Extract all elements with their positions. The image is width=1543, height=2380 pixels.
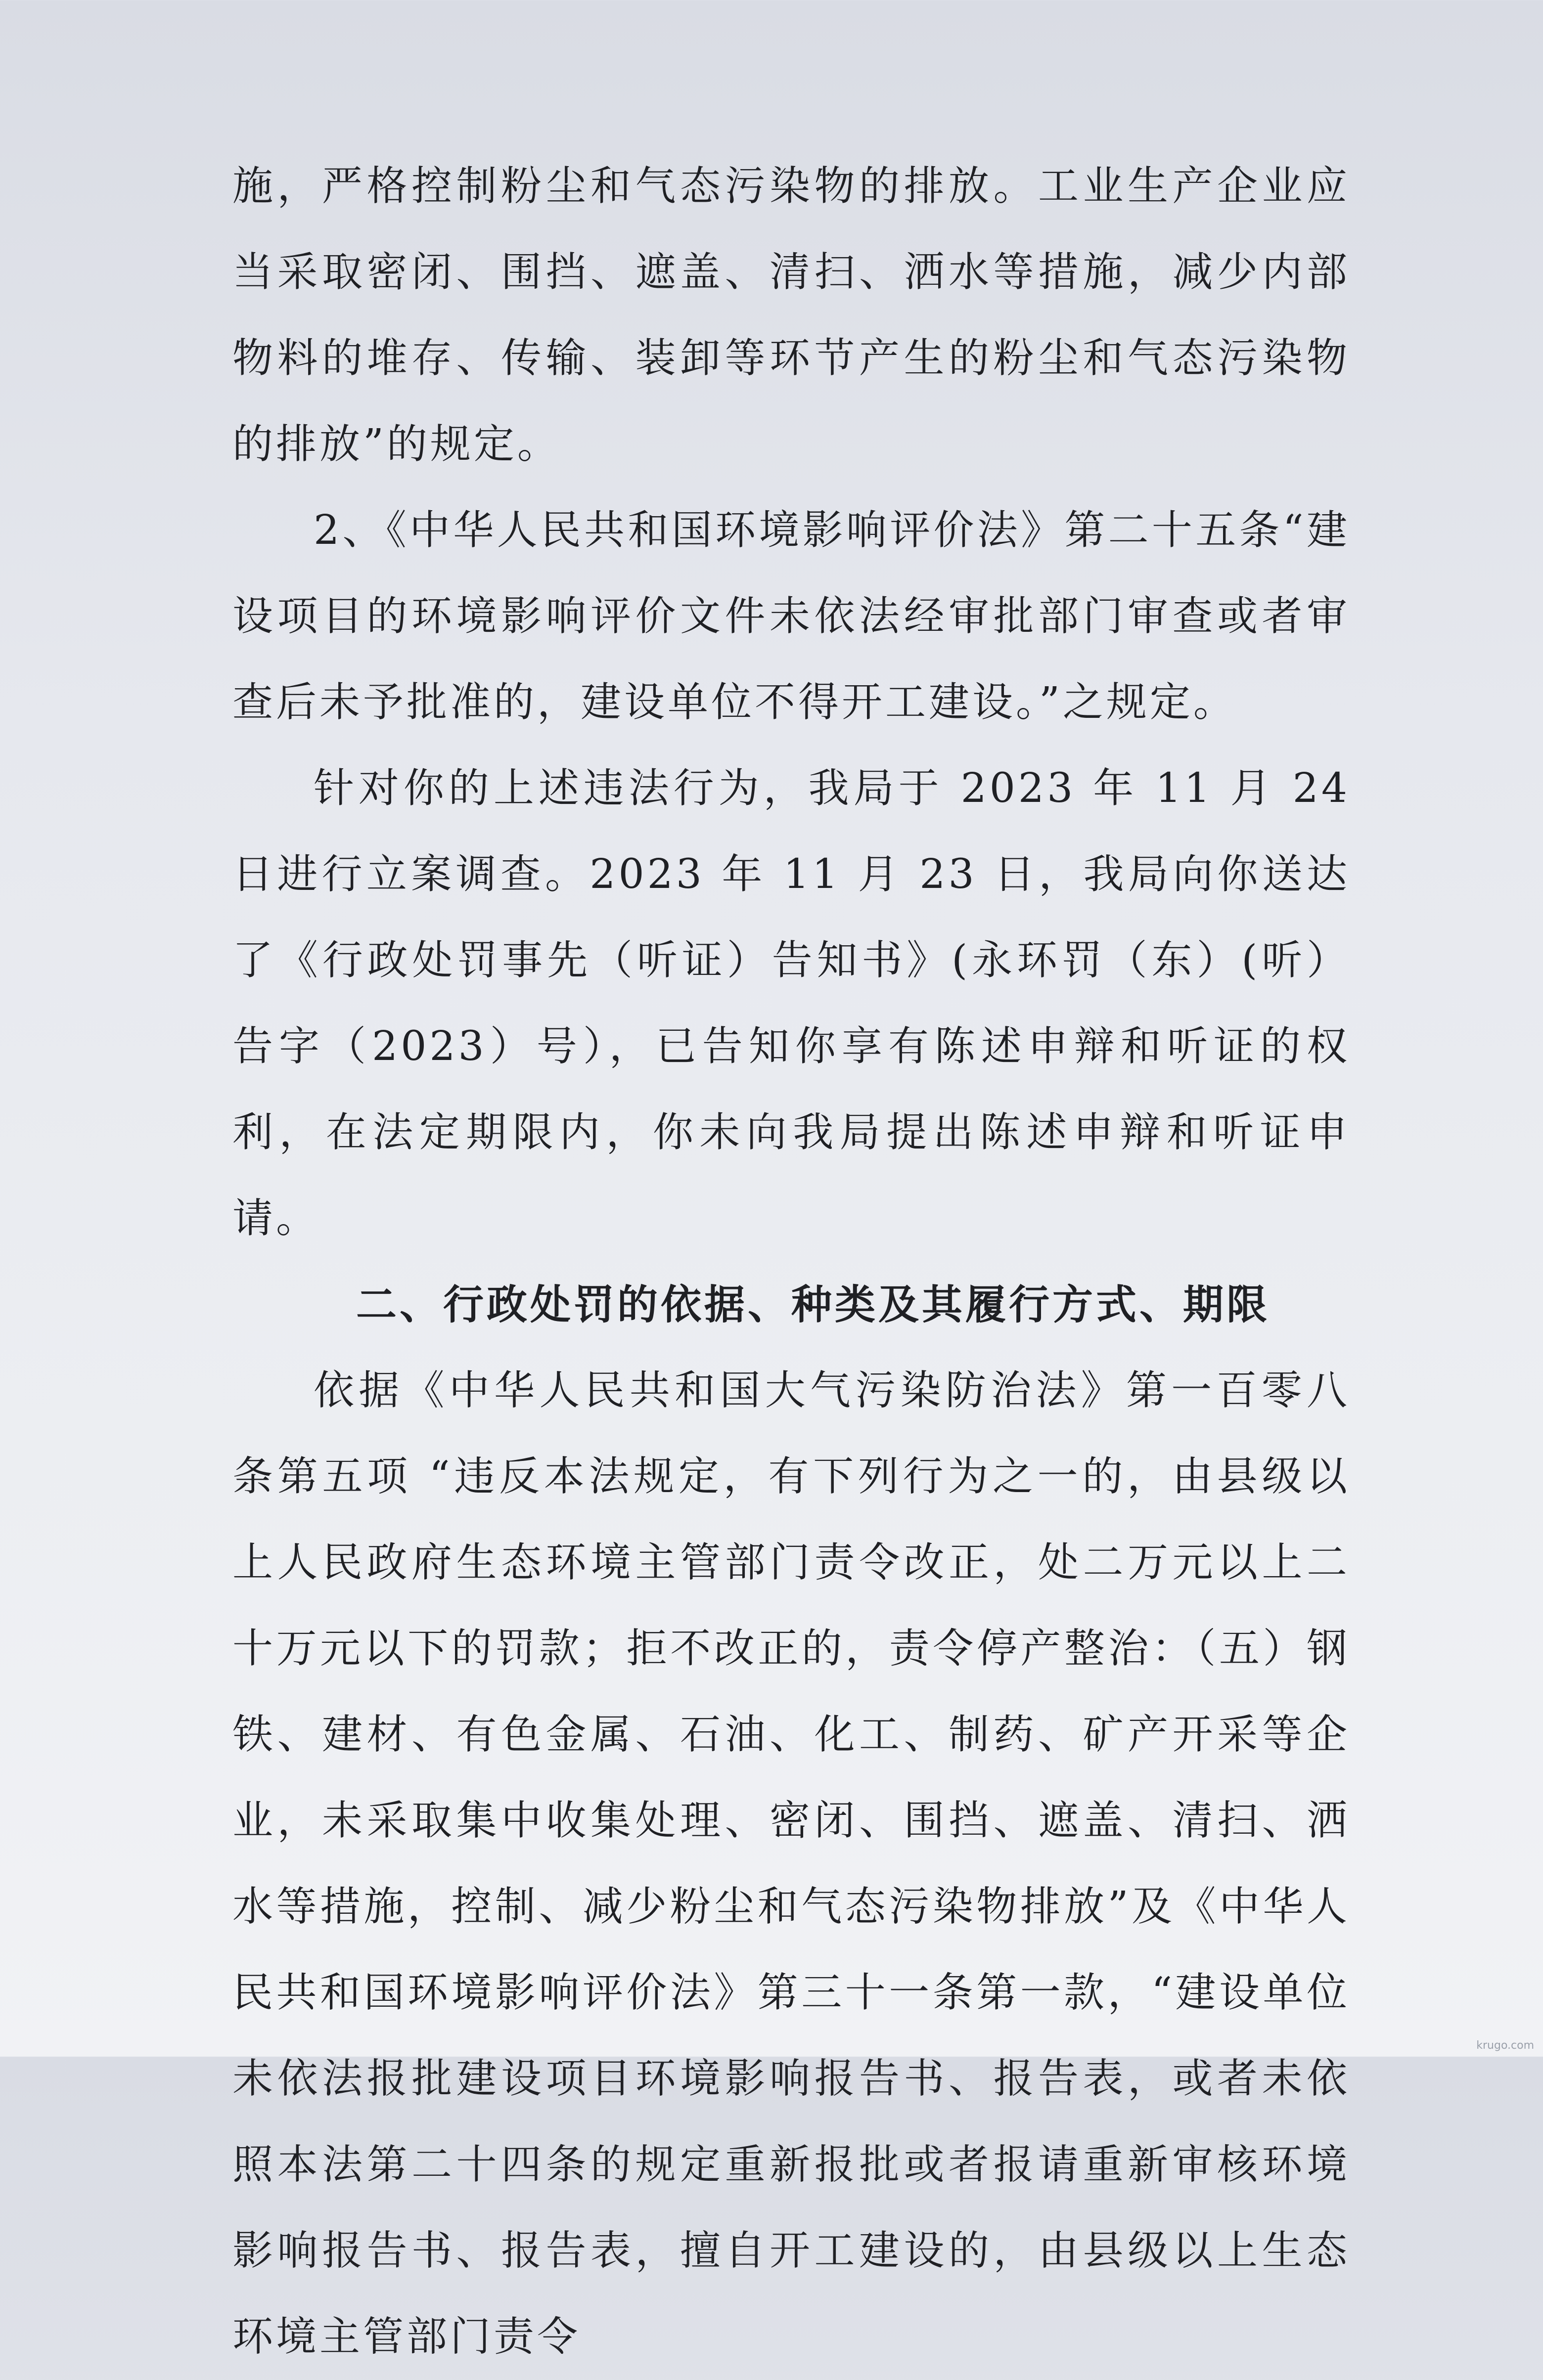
section-heading: 二、行政处罚的依据、种类及其履行方式、期限 <box>356 1281 1271 1328</box>
paragraph-investigation-notice: 针对你的上述违法行为，我局于 2023 年 11 月 24 日进行立案调查。2023 年 11 月 23 日，我局向你送达了《行政处罚事先（听证）告知书》(永环罚（东）(听）告字（2023）号），已告知你享有陈述申辩和听证的权利，在法定期限内，你未向我局提出陈述申辩和听证申请。 <box>232 765 1350 1242</box>
paragraph-law-article-25: 2、《中华人民共和国环境影响评价法》第二十五条“建设项目的环境影响评价文件未依法经审批部门审查或者审查后未予批准的，建设单位不得开工建设。”之规定。 <box>232 507 1350 726</box>
watermark-text: krugo.com <box>1476 2039 1534 2052</box>
paragraph-penalty-basis: 依据《中华人民共和国大气污染防治法》第一百零八条第五项 “违反本法规定，有下列行为之一的，由县级以上人民政府生态环境主管部门责令改正，处二万元以上二十万元以下的罚款；拒不改正的，责令停产整治：（五）钢铁、建材、有色金属、石油、化工、制药、矿产开采等企业，未采取集中收集处理、密闭、围挡、遮盖、清扫、洒水等措施，控制、减少粉尘和气态污染物排放”及《中华人民共和国环境影响评价法》第三十一条第一款，“建设单位未依法报批建设项目环境影响报告书、报告表，或者未依照本法第二十四条的规定重新报批或者报请重新审核环境影响报告书、报告表，擅自开工建设的，由县级以上生态环境主管部门责令 <box>232 1367 1350 2360</box>
document-body <box>232 143 1350 2380</box>
paragraph-continuation: 施，严格控制粉尘和气态污染物的排放。工业生产企业应当采取密闭、围挡、遮盖、清扫、洒水等措施，减少内部物料的堆存、传输、装卸等环节产生的粉尘和气态污染物的排放”的规定。 <box>232 163 1350 468</box>
